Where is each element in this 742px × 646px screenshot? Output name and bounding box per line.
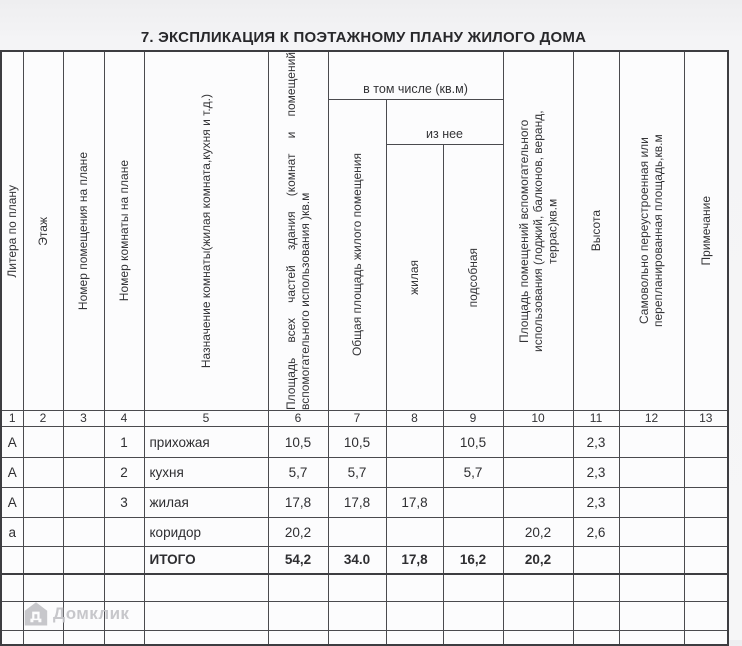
row-zhilaya-cell-col4: 3 xyxy=(104,488,144,518)
row-kuhnya xyxy=(1,458,728,488)
empty-row-cell-col3 xyxy=(63,574,104,602)
totals-row-cell-col2 xyxy=(23,547,63,574)
row-zhilaya-cell-col11: 2,3 xyxy=(573,488,619,518)
empty-row-cell-col1 xyxy=(1,602,23,631)
totals-row-cell-col6: 54,2 xyxy=(268,547,328,574)
column-number: 13 xyxy=(684,411,728,427)
empty-row-cell-col11 xyxy=(573,631,619,645)
row-zhilaya-cell-col2 xyxy=(23,488,63,518)
empty-row-cell-col10 xyxy=(503,574,573,602)
row-prihozhaya-cell-col7: 10,5 xyxy=(328,427,386,458)
row-koridor-cell-col13 xyxy=(684,518,728,547)
empty-row-cell-col6 xyxy=(268,631,328,645)
row-zhilaya-cell-col12 xyxy=(619,488,684,518)
row-prihozhaya-cell-col9: 10,5 xyxy=(443,427,503,458)
row-kuhnya-cell-col9: 5,7 xyxy=(443,458,503,488)
empty-row-cell-col6 xyxy=(268,574,328,602)
totals-row xyxy=(1,547,728,574)
column-number: 10 xyxy=(503,411,573,427)
empty-row-cell-col11 xyxy=(573,574,619,602)
row-prihozhaya xyxy=(1,427,728,458)
empty-row-cell-col8 xyxy=(386,602,443,631)
empty-row-cell-col4 xyxy=(104,602,144,631)
row-prihozhaya-cell-col12 xyxy=(619,427,684,458)
empty-row-cell-col12 xyxy=(619,602,684,631)
column-number: 11 xyxy=(573,411,619,427)
row-koridor-cell-col9 xyxy=(443,518,503,547)
empty-row xyxy=(1,631,728,645)
empty-row-cell-col2 xyxy=(23,602,63,631)
empty-row-cell-col9 xyxy=(443,631,503,645)
row-koridor-cell-col1: а xyxy=(1,518,23,547)
empty-row-cell-col9 xyxy=(443,602,503,631)
totals-row-cell-col5: ИТОГО xyxy=(144,547,268,574)
row-prihozhaya-cell-col4: 1 xyxy=(104,427,144,458)
row-koridor-cell-col3 xyxy=(63,518,104,547)
totals-row-cell-col9: 16,2 xyxy=(443,547,503,574)
row-prihozhaya-cell-col5: прихожая xyxy=(144,427,268,458)
row-koridor-cell-col8 xyxy=(386,518,443,547)
row-zhilaya xyxy=(1,488,728,518)
empty-row-cell-col13 xyxy=(684,631,728,645)
row-koridor-cell-col10: 20,2 xyxy=(503,518,573,547)
row-kuhnya-cell-col4: 2 xyxy=(104,458,144,488)
row-kuhnya-cell-col1: А xyxy=(1,458,23,488)
empty-row-cell-col5 xyxy=(144,602,268,631)
row-koridor-cell-col2 xyxy=(23,518,63,547)
empty-row-cell-col8 xyxy=(386,631,443,645)
empty-row xyxy=(1,574,728,602)
totals-row-cell-col1 xyxy=(1,547,23,574)
header-nomer-komnaty: Номер комнаты на плане xyxy=(104,51,144,411)
header-primechanie: Примечание xyxy=(684,51,728,411)
empty-row-cell-col8 xyxy=(386,574,443,602)
row-prihozhaya-cell-col2 xyxy=(23,427,63,458)
empty-row-cell-col9 xyxy=(443,574,503,602)
empty-row-cell-col1 xyxy=(1,574,23,602)
column-number: 1 xyxy=(1,411,23,427)
empty-row-cell-col11 xyxy=(573,602,619,631)
empty-row-cell-col7 xyxy=(328,631,386,645)
column-number: 8 xyxy=(386,411,443,427)
totals-row-cell-col10: 20,2 xyxy=(503,547,573,574)
empty-row-cell-col5 xyxy=(144,631,268,645)
row-kuhnya-cell-col10 xyxy=(503,458,573,488)
totals-row-cell-col3 xyxy=(63,547,104,574)
row-koridor xyxy=(1,518,728,547)
empty-row-cell-col10 xyxy=(503,631,573,645)
row-prihozhaya-cell-col11: 2,3 xyxy=(573,427,619,458)
row-kuhnya-cell-col2 xyxy=(23,458,63,488)
column-number: 9 xyxy=(443,411,503,427)
row-zhilaya-cell-col6: 17,8 xyxy=(268,488,328,518)
header-obshchaya-ploshchad: Общая площадь жилого помещения xyxy=(328,99,386,411)
row-prihozhaya-cell-col13 xyxy=(684,427,728,458)
empty-row-cell-col10 xyxy=(503,602,573,631)
row-zhilaya-cell-col10 xyxy=(503,488,573,518)
header-etazh: Этаж xyxy=(23,51,63,411)
row-prihozhaya-cell-col3 xyxy=(63,427,104,458)
row-koridor-cell-col4 xyxy=(104,518,144,547)
empty-row-cell-col12 xyxy=(619,631,684,645)
empty-row-cell-col3 xyxy=(63,631,104,645)
header-vysota: Высота xyxy=(573,51,619,411)
header-iz-nee: из нее xyxy=(386,99,503,145)
column-number: 2 xyxy=(23,411,63,427)
row-zhilaya-cell-col5: жилая xyxy=(144,488,268,518)
totals-row-cell-col12 xyxy=(619,547,684,574)
column-number: 12 xyxy=(619,411,684,427)
totals-row-cell-col4 xyxy=(104,547,144,574)
row-prihozhaya-cell-col10 xyxy=(503,427,573,458)
empty-row-cell-col4 xyxy=(104,574,144,602)
empty-row-cell-col1 xyxy=(1,631,23,645)
header-litera: Литера по плану xyxy=(1,51,23,411)
empty-row-cell-col2 xyxy=(23,574,63,602)
row-koridor-cell-col11: 2,6 xyxy=(573,518,619,547)
column-number-row xyxy=(1,411,728,427)
row-koridor-cell-col6: 20,2 xyxy=(268,518,328,547)
explication-table xyxy=(0,50,729,646)
row-prihozhaya-cell-col6: 10,5 xyxy=(268,427,328,458)
empty-row-cell-col3 xyxy=(63,602,104,631)
empty-row-cell-col2 xyxy=(23,631,63,645)
row-kuhnya-cell-col12 xyxy=(619,458,684,488)
page-title: 7. ЭКСПЛИКАЦИЯ К ПОЭТАЖНОМУ ПЛАНУ ЖИЛОГО ДОМА xyxy=(140,29,587,46)
row-zhilaya-cell-col7: 17,8 xyxy=(328,488,386,518)
row-kuhnya-cell-col8 xyxy=(386,458,443,488)
empty-row xyxy=(1,602,728,631)
row-prihozhaya-cell-col8 xyxy=(386,427,443,458)
header-nomer-pomeshcheniya: Номер помещения на плане xyxy=(63,51,104,411)
row-prihozhaya-cell-col1: А xyxy=(1,427,23,458)
empty-row-cell-col7 xyxy=(328,574,386,602)
row-kuhnya-cell-col13 xyxy=(684,458,728,488)
empty-row-cell-col7 xyxy=(328,602,386,631)
header-ploshchad-vsekh-chastei: Площадь всех частей здания (комнат и помещений вспомогательного использования )кв.м xyxy=(268,51,328,411)
table-body xyxy=(1,427,728,645)
totals-row-cell-col7: 34.0 xyxy=(328,547,386,574)
totals-row-cell-col11 xyxy=(573,547,619,574)
totals-row-cell-col8: 17,8 xyxy=(386,547,443,574)
header-samovolno: Самовольно переустроенная или перепланированная площадь,кв.м xyxy=(619,51,684,411)
header-naznachenie: Назначение комнаты(жилая комната,кухня и т.д.) xyxy=(144,51,268,411)
column-number: 4 xyxy=(104,411,144,427)
header-podsobnaya: подсобная xyxy=(443,145,503,411)
row-koridor-cell-col7 xyxy=(328,518,386,547)
column-number: 3 xyxy=(63,411,104,427)
empty-row-cell-col5 xyxy=(144,574,268,602)
column-number: 7 xyxy=(328,411,386,427)
row-zhilaya-cell-col13 xyxy=(684,488,728,518)
empty-row-cell-col6 xyxy=(268,602,328,631)
empty-row-cell-col12 xyxy=(619,574,684,602)
row-kuhnya-cell-col3 xyxy=(63,458,104,488)
empty-row-cell-col13 xyxy=(684,574,728,602)
row-zhilaya-cell-col3 xyxy=(63,488,104,518)
table-header xyxy=(1,51,728,427)
header-v-tom-chisle: в том числе (кв.м) xyxy=(328,51,503,99)
row-koridor-cell-col12 xyxy=(619,518,684,547)
row-zhilaya-cell-col1: А xyxy=(1,488,23,518)
empty-row-cell-col4 xyxy=(104,631,144,645)
row-koridor-cell-col5: коридор xyxy=(144,518,268,547)
header-ploshchad-vspomogatelnogo: Площадь помещений вспомогательного использования (лоджий, балконов, веранд, террас)кв.м xyxy=(503,51,573,411)
column-number: 6 xyxy=(268,411,328,427)
totals-row-cell-col13 xyxy=(684,547,728,574)
row-kuhnya-cell-col6: 5,7 xyxy=(268,458,328,488)
column-number: 5 xyxy=(144,411,268,427)
row-zhilaya-cell-col9 xyxy=(443,488,503,518)
row-kuhnya-cell-col5: кухня xyxy=(144,458,268,488)
watermark-text: Домклик xyxy=(53,604,130,623)
row-zhilaya-cell-col8: 17,8 xyxy=(386,488,443,518)
row-kuhnya-cell-col7: 5,7 xyxy=(328,458,386,488)
empty-row-cell-col13 xyxy=(684,602,728,631)
row-kuhnya-cell-col11: 2,3 xyxy=(573,458,619,488)
header-zhilaya: жилая xyxy=(386,145,443,411)
